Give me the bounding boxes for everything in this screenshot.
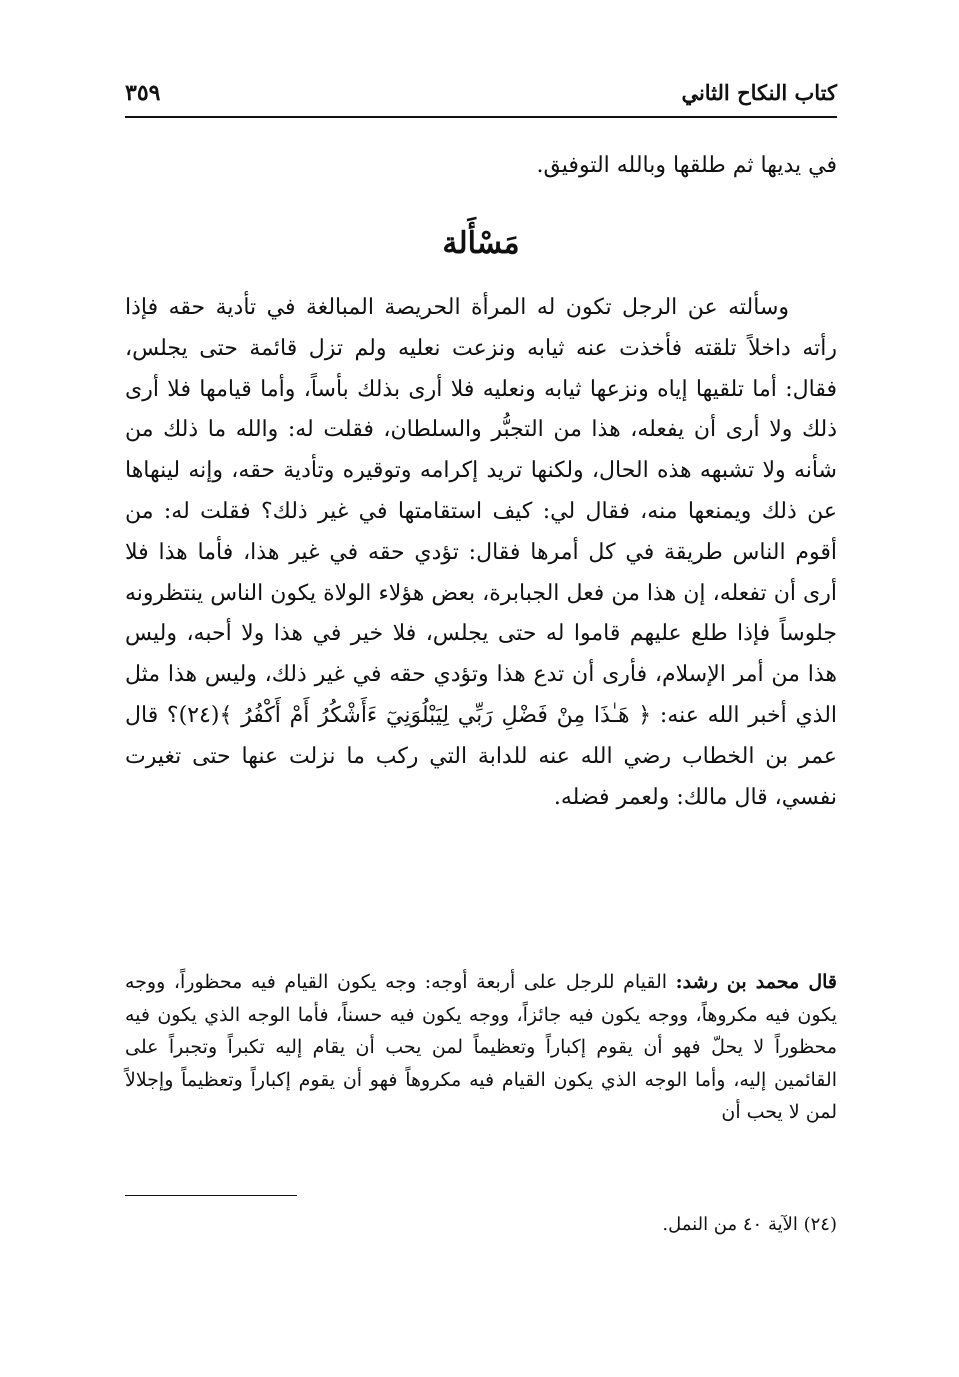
commentary-paragraph [125,966,837,1129]
footnote-reference[interactable]: (٢٤) [178,702,220,728]
book-title: كتاب النكاح الثاني [681,80,837,105]
main-text-before-quote: وسألته عن الرجل تكون له المرأة الحريصة المبالغة في تأدية حقه فإذا رأته داخلاً تلقته فأخذت عنه ثيابه ونزعت نعليه ولم تزل قائمة حتى يجلس، فقال: أما تلقيها إياه ونزعها ثيابه ونعليه فلا أرى بذلك بأساً، وأما قيامها فلا أرى ذلك ولا أرى أن يفعله، هذا من التجبُّر والسلطان، فقلت له: والله ما ذلك من شأنه ولا تشبهه هذه الحال، ولكنها تريد إكرامه وتوقيره وتأدية حقه، وإنه لينهاها عن ذلك ويمنعها منه، فقال لي: كيف استقامتها في غير ذلك؟ فقلت له: من أقوم الناس طريقة في كل أمرها فقال: تؤدي حقه في غير هذا، فأما هذا فلا أرى أن تفعله، إن هذا من فعل الجبابرة، بعض هؤلاء الولاة يكون الناس ينتظرونه جلوساً فإذا طلع عليهم قاموا له حتى يجلس، فلا خير في هذا ولا أحبه، وليس هذا من أمر الإسلام، فأرى أن تدع هذا وتؤدي حقه في غير ذلك، وليس هذا مثل الذي أخبر الله عنه: [125,295,838,728]
opening-line: في يديها ثم طلقها وبالله التوفيق. [536,153,837,178]
footnote-divider [125,1195,297,1196]
main-text-after-quote: ؟ قال عمر بن الخطاب رضي الله عنه للدابة التي ركب ما نزلت عنها حتى تغيرت نفسي، قال مالك: ولعمر فضله. [125,702,837,810]
page-header [125,78,837,110]
header-divider [125,116,837,118]
commentary-speaker: قال محمد بن رشد: [675,971,837,993]
main-paragraph [125,288,837,818]
quran-quote: هَـٰذَا مِنْ فَضْلِ رَبِّي لِيَبْلُوَنِيٓ ءَأَشْكُرُ أَمْ أَكْفُرُ [241,702,630,728]
footnote: (٢٤) الآية ٤٠ من النمل. [662,1214,837,1235]
quote-close-mark: ﴾ [219,702,233,728]
page-number: ٣٥٩ [125,80,161,106]
quote-open-mark: ﴿ [638,702,652,728]
section-heading: مَسْأَلة [442,226,520,261]
commentary-text: القيام للرجل على أربعة أوجه: وجه يكون القيام فيه محظوراً، ووجه يكون فيه مكروهاً، ووجه يكون فيه جائزاً، ووجه يكون فيه حسناً، فأما الوجه الذي يكون فيه محظوراً لا يحلّ فهو أن يقوم إكباراً وتعظيماً لمن يحب أن يقام إليه تكبراً وتجبراً على القائمين إليه، وأما الوجه الذي يكون القيام فيه مكروهاً فهو أن يقوم إكباراً وتعظيماً وإجلالاً لمن لا يحب أن [125,971,837,1123]
